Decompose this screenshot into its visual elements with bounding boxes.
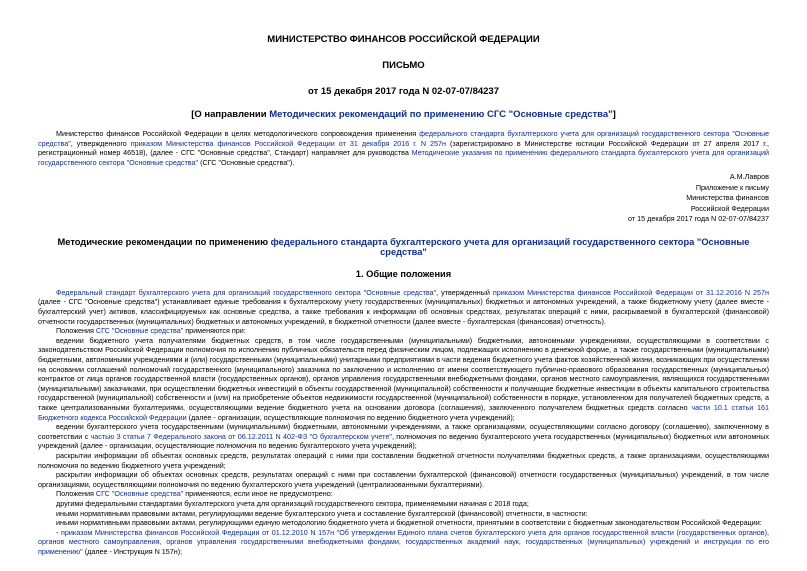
body-paragraph-10: иными нормативными правовыми актами, регулирующими единую методологию бюджетного учета и бюджетной отчетности, принятыми в соответствии с бюджетным законодательством Российской Федерации:	[56, 518, 762, 528]
signer-name: А.М.Лавров	[729, 172, 769, 182]
date-number-heading: от 15 декабря 2017 года N 02-07-07/84237	[308, 86, 499, 97]
fsbu-standard-link[interactable]: федерального стандарта бухгалтерского учета для организаций государственного сектора "Основные средства"	[38, 129, 769, 148]
recommendations-title-text: Методические рекомендации по применению	[57, 236, 271, 247]
body-paragraph-7	[38, 489, 769, 499]
p1-text-1: , утвержденный	[436, 287, 493, 297]
order-257n-link[interactable]: приказом Министерства финансов Российской Федерации от 31 декабря 2016 г. N 257н	[130, 138, 447, 148]
appendix-line-3: Российской Федерации	[690, 203, 769, 213]
body-paragraph-2	[38, 326, 769, 336]
intro-text-2: , утвержденного	[70, 138, 131, 148]
doc-type-heading: ПИСЬМО	[382, 60, 425, 71]
intro-text-4: (СГС "Основные средства").	[198, 157, 295, 167]
p2-text-1: Положения	[56, 326, 96, 336]
intro-text-3: (зарегистрировано в Министерстве юстиции Российской Федерации от 27 апреля 2017 г., регистрационный номер 46518), (далее - СГС "Основные средства", Стандарт) направляет для руководства	[38, 138, 769, 158]
section-heading-general: 1. Общие положения	[355, 268, 452, 279]
intro-text-1: Министерство финансов Российской Федерации в целях методологического сопровождения применения	[56, 129, 420, 138]
p2-text-2: применяются при:	[183, 326, 246, 336]
ministry-heading: МИНИСТЕРСТВО ФИНАНСОВ РОССИЙСКОЙ ФЕДЕРАЦИИ	[267, 34, 540, 45]
subject-prefix: [О направлении	[191, 109, 270, 120]
body-paragraph-6: раскрытии информации об объектах основных средств, результатах операций с ними при составлении бухгалтерской (финансовой) отчетности государственных (муниципальных) учреждений, в том числе организациями, осуществляющими полномочия по ведению бухгалтерского учета учреждений (централизованными бухгалтериями).	[38, 470, 769, 489]
body-paragraph-3	[38, 336, 769, 422]
budget-code-link[interactable]: части 10.1 статьи 161 Бюджетного кодекса Российской Федерации	[38, 403, 770, 422]
subject-heading	[38, 109, 769, 120]
order-157n-link[interactable]: приказом Министерства финансов Российской Федерации от 01.12.2010 N 157н "Об утверждении Единого плана счетов бухгалтерского учета для органов государственной власти (государственных органов), органов местного самоуправления, органов управления государственными внебюджетными фондами, государственных академий наук, государственных (муниципальных) учреждений и инструкции по его применению"	[38, 527, 770, 556]
body-paragraph-5: раскрытии информации об объектах основных средств, результатах операций с ними при составлении бюджетной отчетности получателями бюджетных средств, а также организациями, осуществляющими полномочия по ведению бюджетного учета учреждений;	[38, 450, 769, 470]
signature-block	[38, 172, 769, 225]
p11-text-2: (далее - Инструкция N 157н);	[82, 546, 183, 556]
body-paragraph-11	[38, 528, 769, 557]
p7-text-1: Положения	[56, 489, 96, 499]
body-paragraph-1	[38, 288, 769, 326]
subject-link[interactable]: Методических рекомендаций по применению СГС "Основные средства"	[269, 109, 613, 120]
p11-text-1: -	[56, 527, 61, 537]
p3-text-2: (далее - организации, осуществляющие полномочия по ведению бюджетного учета учреждений);	[186, 412, 515, 422]
body-paragraph-8: другими федеральными стандартами бухгалтерского учета для организаций государственного сектора, применяемыми начиная с 2018 года;	[56, 498, 529, 508]
sgs-link-2[interactable]: СГС "Основные средства"	[95, 489, 184, 499]
appendix-line-4: от 15 декабря 2017 года N 02-07-07/84237	[628, 214, 769, 224]
p4-text-2: , полномочия по ведению бухгалтерского учета государственных (муниципальных) бюджетных или автономных учреждений (далее - организации, осуществляющие полномочия по ведению бухгалтерского учета учреждений);	[38, 431, 769, 451]
appendix-line-1: Приложение к письму	[695, 182, 769, 192]
p7-text-2: применяются, если иное не предусмотрено:	[183, 489, 333, 499]
body-paragraph-4	[38, 422, 769, 451]
body-paragraph-9: иными нормативными правовыми актами, регулирующими ведение бухгалтерского учета и составление бухгалтерской (финансовой) отчетности, в частности:	[56, 508, 588, 518]
federal-law-link[interactable]: частью 3 статьи 7 Федерального закона от 06.12.2011 N 402-ФЗ "О бухгалтерском учете"	[90, 431, 392, 441]
order-link[interactable]: приказом Министерства финансов Российской Федерации от 31.12.2016 N 257н	[492, 287, 769, 297]
appendix-line-2: Министерства финансов	[686, 193, 769, 203]
sgs-link[interactable]: СГС "Основные средства"	[95, 326, 184, 336]
intro-paragraph	[38, 129, 769, 167]
recommendations-title-link[interactable]: федерального стандарта бухгалтерского учета для организаций государственного сектора "Основные средства"	[270, 236, 750, 257]
standard-link[interactable]: Федеральный стандарт бухгалтерского учета для организаций государственного сектора "Основные средства"	[56, 287, 437, 297]
recommendations-title	[38, 237, 769, 257]
p1-text-2: (далее - СГС "Основные средства") устанавливает единые требования к бухгалтерскому учету государственных (муниципальных) бюджетных и автономных учреждений, а также бюджетному учету (далее вместе - бухгалтерский учет) активов, классифицируемых как основные средства, а также требования к информации об основных средствах, результатах операций с ними, раскрываемой в бухгалтерской (финансовой) отчетности государственных (муниципальных) бюджетных и автономных учреждений, в бюджетной отчетности (далее вместе - бухгалтерская (финансовая) отчетность).	[38, 297, 769, 326]
p3-text-1: ведении бюджетного учета получателями бюджетных средств, в том числе государственными (муниципальными) бюджетными, автономными учреждениями, осуществляющими в соответствии с законодательством Российской Федерации полномочия по исполнению публичных обязательств перед физическим лицом, подлежащих исполнению в денежной форме, а также государственными (муниципальными) бюджетными, автономными учреждениями и (или) государственными (муниципальными) унитарными предприятиями в части ведения бюджетного учета фактов хозяйственной жизни, возникающих при осуществлении на основании соглашений полномочий государственного (муниципального) заказчика по заключению и исполнению от имени соответствующего публично-правового образования государственных (муниципальных) контрактов от лица органов государственной власти (государственных органов), органов управления государственными внебюджетными фондами, органов местного самоуправления, являющихся государственными (муниципальными) заказчиками, при осуществлении бюджетных инвестиций в объекты государственной (муниципальной) собственности и получающие бюджетные инвестиции в объекты капитального строительства государственной (муниципальной) собственности и (или) на приобретение объектов недвижимости государственной (муниципальной) собственности в порядке, установленном для получателей бюджетных средств, а также централизованными бухгалтериями, осуществляющими ведение бюджетного учета на основании договора (соглашения), заключенного получателем бюджетных средств согласно	[38, 335, 769, 412]
p4-text-1: ведении бухгалтерского учета государственными (муниципальными) бюджетными, автономными учреждениями, а также организациями, осуществляющими согласно договору (соглашению), заключенному в соответствии с	[38, 422, 769, 441]
methodical-guidelines-link[interactable]: Методические указания по применению федерального стандарта бухгалтерского учета для организаций государственного сектора "Основные средства"	[38, 148, 769, 167]
subject-suffix: ]	[612, 109, 616, 120]
